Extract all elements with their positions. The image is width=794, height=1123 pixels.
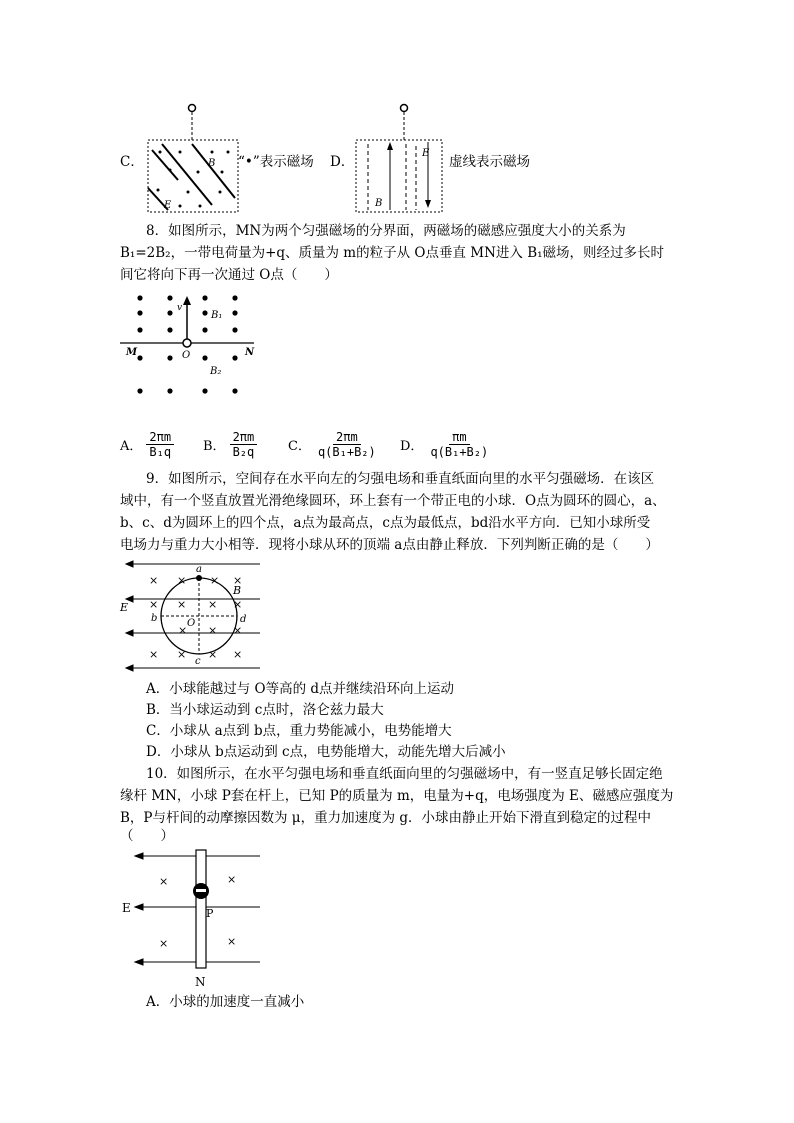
svg-text:×: × [178,624,188,637]
q8-n-label: N [245,347,255,358]
q8-option-b-numerator: 2πm [230,430,258,445]
q8-option-b-fraction [230,430,258,459]
q8-o-label: O [182,350,191,361]
q8-option-a-denominator: B₁q [149,445,172,459]
q10-p-label: P [206,907,214,920]
svg-text:×: × [149,574,159,587]
q7-option-d-figure [350,100,450,218]
q8-option-b [203,430,257,459]
q8-option-c-label: C． [288,439,311,454]
q8-option-c [288,430,379,459]
svg-text:×: × [208,624,218,637]
q8-b2-label: B₂ [210,366,222,377]
q10-stem-line2: 缘杆 MN，小球 P套在杆上，已知 P的质量为 m，电量为+q，电场强度为 E、磁感应强度为 [120,788,674,804]
q10-stem-line3: B，P与杆间的动摩擦因数为 μ，重力加速度为 g．小球由静止开始下滑直到稳定的过程中 [120,810,652,826]
q8-option-d-numerator: πm [449,430,469,445]
svg-text:×: × [208,598,218,611]
q8-option-d-label: D． [400,439,424,454]
q9-b-label: b [151,613,158,624]
q9-a-label: a [196,564,202,575]
q9-figure [118,558,263,674]
svg-text:×: × [177,574,187,587]
q10-stem-line4: （ ） [120,828,174,844]
q8-option-d [400,430,491,459]
q10-figure [116,846,266,994]
q9-stem-line2: 域中，有一个竖直放置光滑绝缘圆环，环上套有一个带正电的小球．O点为圆环的圆心，a、 [120,493,666,509]
q10-n-label: N [195,975,206,989]
q8-stem-line1: 8．如图所示，MN为两个匀强磁场的分界面，两磁场的磁感应强度大小的关系为 [146,223,626,239]
q9-c-label: c [195,656,201,667]
q8-option-a-fraction [146,430,174,459]
q8-b1-label: B₁ [211,310,223,321]
q8-option-c-fraction [315,430,379,459]
svg-text:×: × [227,935,237,948]
q7-c-e-label: E [164,200,172,211]
q8-option-c-denominator: q(B₁+B₂) [317,445,376,459]
q7-c-b-label: B [208,158,216,169]
svg-text:×: × [233,624,243,637]
svg-text:×: × [149,598,159,611]
q7-option-c-legend: “•”表示磁场 [238,154,314,170]
q9-d-label: d [240,614,247,625]
svg-text:×: × [177,598,187,611]
svg-text:×: × [177,648,187,661]
q9-option-c: C．小球从 a点到 b点，重力势能减小，电势能增大 [146,723,452,739]
q8-stem-line3: 间它将向下再一次通过 O点（ ） [120,267,338,283]
q9-o-label: O [187,618,196,629]
q7-option-d-legend: 虚线表示磁场 [449,154,530,170]
q10-stem-line1: 10．如图所示，在水平匀强电场和垂直纸面向里的匀强磁场中，有一竖直足够长固定绝 [146,766,663,782]
q9-stem-line4: 电场力与重力大小相等．现将小球从环的顶端 a点由静止释放．下列判断正确的是（ ） [120,537,659,553]
svg-text:×: × [149,648,159,661]
svg-text:×: × [210,574,220,587]
svg-text:×: × [208,648,218,661]
q7-d-e-label: E [422,148,430,159]
q8-figure [118,288,258,408]
q10-option-a: A．小球的加速度一直减小 [146,994,305,1010]
q9-b-field-label: B [233,584,242,597]
q8-option-a-label: A． [120,439,143,454]
q7-d-b-label: B [375,198,383,209]
q9-option-b: B．当小球运动到 c点时，洛仑兹力最大 [146,702,384,718]
q8-option-c-numerator: 2πm [333,430,361,445]
svg-text:×: × [159,937,169,950]
q9-stem-line3: b、c、d为圆环上的四个点，a点为最高点，c点为最低点，bd沿水平方向．已知小球所受 [120,515,651,531]
q10-e-label: E [122,901,131,915]
q7-option-c-figure [140,100,250,218]
q8-option-d-denominator: q(B₁+B₂) [430,445,489,459]
q7-option-c-label: C． [120,154,144,170]
q8-option-d-fraction [427,430,491,459]
svg-text:×: × [159,875,169,888]
svg-text:×: × [233,598,243,611]
q8-option-a-numerator: 2πm [146,430,174,445]
svg-text:×: × [227,873,237,886]
q8-m-label: M [126,347,138,358]
q9-option-d: D．小球从 b点运动到 c点，电势能增大，动能先增大后减小 [146,744,506,760]
svg-text:×: × [233,574,243,587]
q8-stem-line2: B₁=2B₂，一带电荷量为+q、质量为 m的粒子从 O点垂直 MN进入 B₁磁场，则经过多长时 [120,245,665,261]
q8-v-label: v [177,303,183,313]
q9-stem-line1: 9．如图所示，空间存在水平向左的匀强电场和垂直纸面向里的水平匀强磁场．在该区 [146,471,655,487]
q9-e-label: E [120,601,129,614]
q8-option-b-denominator: B₂q [232,445,255,459]
q8-option-b-label: B． [203,439,226,454]
q9-option-a: A．小球能越过与 O等高的 d点并继续沿环向上运动 [146,681,455,697]
q8-option-a [120,430,174,459]
q7-option-d-label: D． [330,154,355,170]
svg-text:×: × [233,648,243,661]
